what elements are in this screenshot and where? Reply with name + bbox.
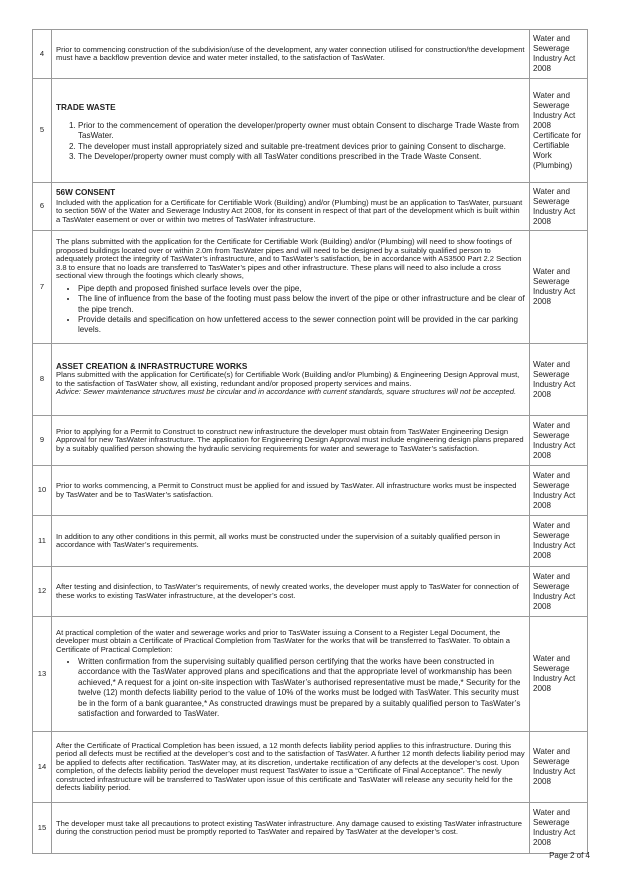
condition-number: 12 xyxy=(33,567,52,617)
condition-reference: Water and Sewerage Industry Act 2008 xyxy=(530,803,588,854)
condition-body xyxy=(52,617,530,732)
condition-reference: Water and Sewerage Industry Act 2008 xyxy=(530,30,588,79)
condition-reference: Water and Sewerage Industry Act 2008 xyxy=(530,567,588,617)
list-item: 2. The developer must install appropriately sized and suitable pre-treatment devices prior to gaining Consent to discharge. xyxy=(78,142,525,153)
condition-text: At practical completion of the water and sewerage works and prior to TasWater issuing a Consent to a Register Legal Document, the developer must obtain a Certificate of Practical Completion from TasWater for the works that will be transferred to TasWater. To obtain a Certificate of Practical Completion: xyxy=(56,627,511,654)
list-item: 1. Prior to the commencement of operation the developer/property owner must obtain Consent to discharge Trade Waste from TasWater. xyxy=(78,121,525,142)
condition-number: 11 xyxy=(33,516,52,567)
condition-text: Plans submitted with the application for Certificate(s) for Certifiable Work (Building and/or Plumbing) & Engineering Design Approval must, to the satisfaction of TasWater show, all existing, redundant and/or proposed property services and mains. xyxy=(56,370,520,388)
list-item: • Written confirmation from the supervising suitably qualified person certifying that the works have been constructed in accordance with the TasWater approved plans and specifications and that the appropriate level of workmanship has been achieved,* A request for a joint on-site inspection with TasWater’s authorised representative must be made,* Security for the twelve (12) month defects liability period to the value of 10% of the works must be lodged with TasWater. This security must be in the form of a bank guarantee,* As constructed drawings must be prepared by a suitably qualified person to TasWater’s satisfaction and forwarded to TasWater. xyxy=(78,657,525,719)
condition-list xyxy=(56,284,525,336)
list-item: 3. The Developer/property owner must comply with all TasWater conditions prescribed in the Trade Waste Consent. xyxy=(78,152,525,163)
condition-text: After testing and disinfection, to TasWater’s requirements, of newly created works, the developer must apply to TasWater for connection of these works to existing TasWater infrastructure, at the developer’s cost. xyxy=(56,582,519,600)
condition-number: 5 xyxy=(33,79,52,183)
condition-text: The developer must take all precautions to protect existing TasWater infrastructure. Any damage caused to existing TasWater infrastructure during the construction period must be promptly reported to TasWater and repaired by TasWater at the developer’s cost. xyxy=(56,818,522,836)
condition-body xyxy=(52,567,530,617)
condition-reference: Water and Sewerage Industry Act 2008 xyxy=(530,231,588,344)
condition-body xyxy=(52,466,530,516)
condition-text: Prior to commencing construction of the subdivision/use of the development, any water connection utilised for construction/the development must have a backflow prevention device and water meter installed, to the satisfaction of TasWater. xyxy=(56,44,525,62)
condition-row-8 xyxy=(33,344,588,416)
condition-body xyxy=(52,79,530,183)
condition-title: ASSET CREATION & INFRASTRUCTURE WORKS xyxy=(56,361,248,371)
condition-reference: Water and Sewerage Industry Act 2008 xyxy=(530,516,588,567)
condition-reference: Water and Sewerage Industry Act 2008 xyxy=(530,183,588,231)
condition-body xyxy=(52,803,530,854)
condition-body xyxy=(52,732,530,803)
condition-list xyxy=(56,121,525,163)
condition-list xyxy=(56,657,525,719)
condition-row-15 xyxy=(33,803,588,854)
list-item: • Provide details and specification on how unfettered access to the sewer connection point will be provided in the car parking levels. xyxy=(78,315,525,336)
condition-text: In addition to any other conditions in this permit, all works must be constructed under the supervision of a suitably qualified person in accordance with TasWater’s requirements. xyxy=(56,531,501,549)
condition-row-14 xyxy=(33,732,588,803)
condition-body xyxy=(52,344,530,416)
condition-text: The plans submitted with the application for the Certificate for Certifiable Work (Building) and/or (Plumbing) will need to show footings of proposed buildings located over or within 2.0m from TasWater pipes and will need to be designed by a suitably qualified person to adequately protect the integrity of TasWater’s infrastructure, and to TasWater’s satisfaction, be in accordance with AS3500 Part 2.2 Section 3.8 to ensure that no loads are transferred to TasWater’s pipes and other infrastructure. These plans will need to also include a cross sectional view through the footings which clearly shows, xyxy=(56,237,522,281)
condition-reference: Water and Sewerage Industry Act 2008 xyxy=(530,416,588,466)
condition-body xyxy=(52,416,530,466)
condition-number: 6 xyxy=(33,183,52,231)
condition-text: After the Certificate of Practical Completion has been issued, a 12 month defects liability period applies to this infrastructure. During this period all defects must be rectified at the developer’s cost and to the satisfaction of TasWater. A further 12 month defects liability period may be applied to defects after rectification. TasWater may, at its discretion, undertake rectification of any defects at the developer’s cost. Upon completion, of the defects liability period the developer must request TasWater to issue a “Certificate of Final Acceptance”. The newly constructed infrastructure will be transferred to TasWater upon issue of this certificate and TasWater will release any security held for the defects liability period. xyxy=(56,740,525,792)
condition-title: 56W CONSENT xyxy=(56,188,116,197)
condition-row-7 xyxy=(33,231,588,344)
condition-reference: Water and Sewerage Industry Act 2008 xyxy=(530,732,588,803)
condition-number: 8 xyxy=(33,344,52,416)
condition-reference: Water and Sewerage Industry Act 2008 xyxy=(530,617,588,732)
condition-row-9 xyxy=(33,416,588,466)
condition-row-10 xyxy=(33,466,588,516)
conditions-table xyxy=(32,29,588,854)
list-item: • Pipe depth and proposed finished surface levels over the pipe, xyxy=(78,284,525,294)
condition-title: TRADE WASTE xyxy=(56,103,116,113)
page-number: Page 2 of 4 xyxy=(549,851,590,860)
condition-reference: Water and Sewerage Industry Act 2008 xyxy=(530,344,588,416)
condition-text: Included with the application for a Certificate for Certifiable Work (Building) and/or (Plumbing) must be an application to TasWater, pursuant to section 56W of the Water and Sewerage Industry Act 2008, for its consent in respect of that part of the development which is built within a TasWater easement or over or within two metres of TasWater infrastructure. xyxy=(56,197,523,224)
condition-number: 4 xyxy=(33,30,52,79)
condition-number: 14 xyxy=(33,732,52,803)
condition-row-12 xyxy=(33,567,588,617)
condition-row-11 xyxy=(33,516,588,567)
condition-body xyxy=(52,231,530,344)
condition-row-4 xyxy=(33,30,588,79)
condition-number: 13 xyxy=(33,617,52,732)
condition-reference: Water and Sewerage Industry Act 2008 xyxy=(530,466,588,516)
condition-body xyxy=(52,30,530,79)
condition-number: 7 xyxy=(33,231,52,344)
condition-body xyxy=(52,183,530,231)
condition-row-13 xyxy=(33,617,588,732)
condition-number: 15 xyxy=(33,803,52,854)
condition-row-6 xyxy=(33,183,588,231)
condition-row-5 xyxy=(33,79,588,183)
condition-text: Prior to works commencing, a Permit to Construct must be applied for and issued by TasWater. All infrastructure works must be inspected by TasWater and be to TasWater’s satisfaction. xyxy=(56,481,517,499)
condition-reference: Water and Sewerage Industry Act 2008 Certificate for Certifiable Work (Plumbing) xyxy=(530,79,588,183)
condition-number: 10 xyxy=(33,466,52,516)
condition-text: Prior to applying for a Permit to Construct to construct new infrastructure the developer must obtain from TasWater Engineering Design Approval for new TasWater infrastructure. The application for Engineering Design Approval must include engineering design plans prepared by a suitably qualified person showing the hydraulic servicing requirements for water and sewerage to TasWater’s satisfaction. xyxy=(56,426,524,453)
list-item: • The line of influence from the base of the footing must pass below the invert of the pipe or other infrastructure and be clear of the pipe trench. xyxy=(78,294,525,315)
condition-body xyxy=(52,516,530,567)
condition-number: 9 xyxy=(33,416,52,466)
condition-advice: Advice: Sewer maintenance structures must be circular and in accordance with current standards, square structures will not be accepted. xyxy=(56,387,517,396)
